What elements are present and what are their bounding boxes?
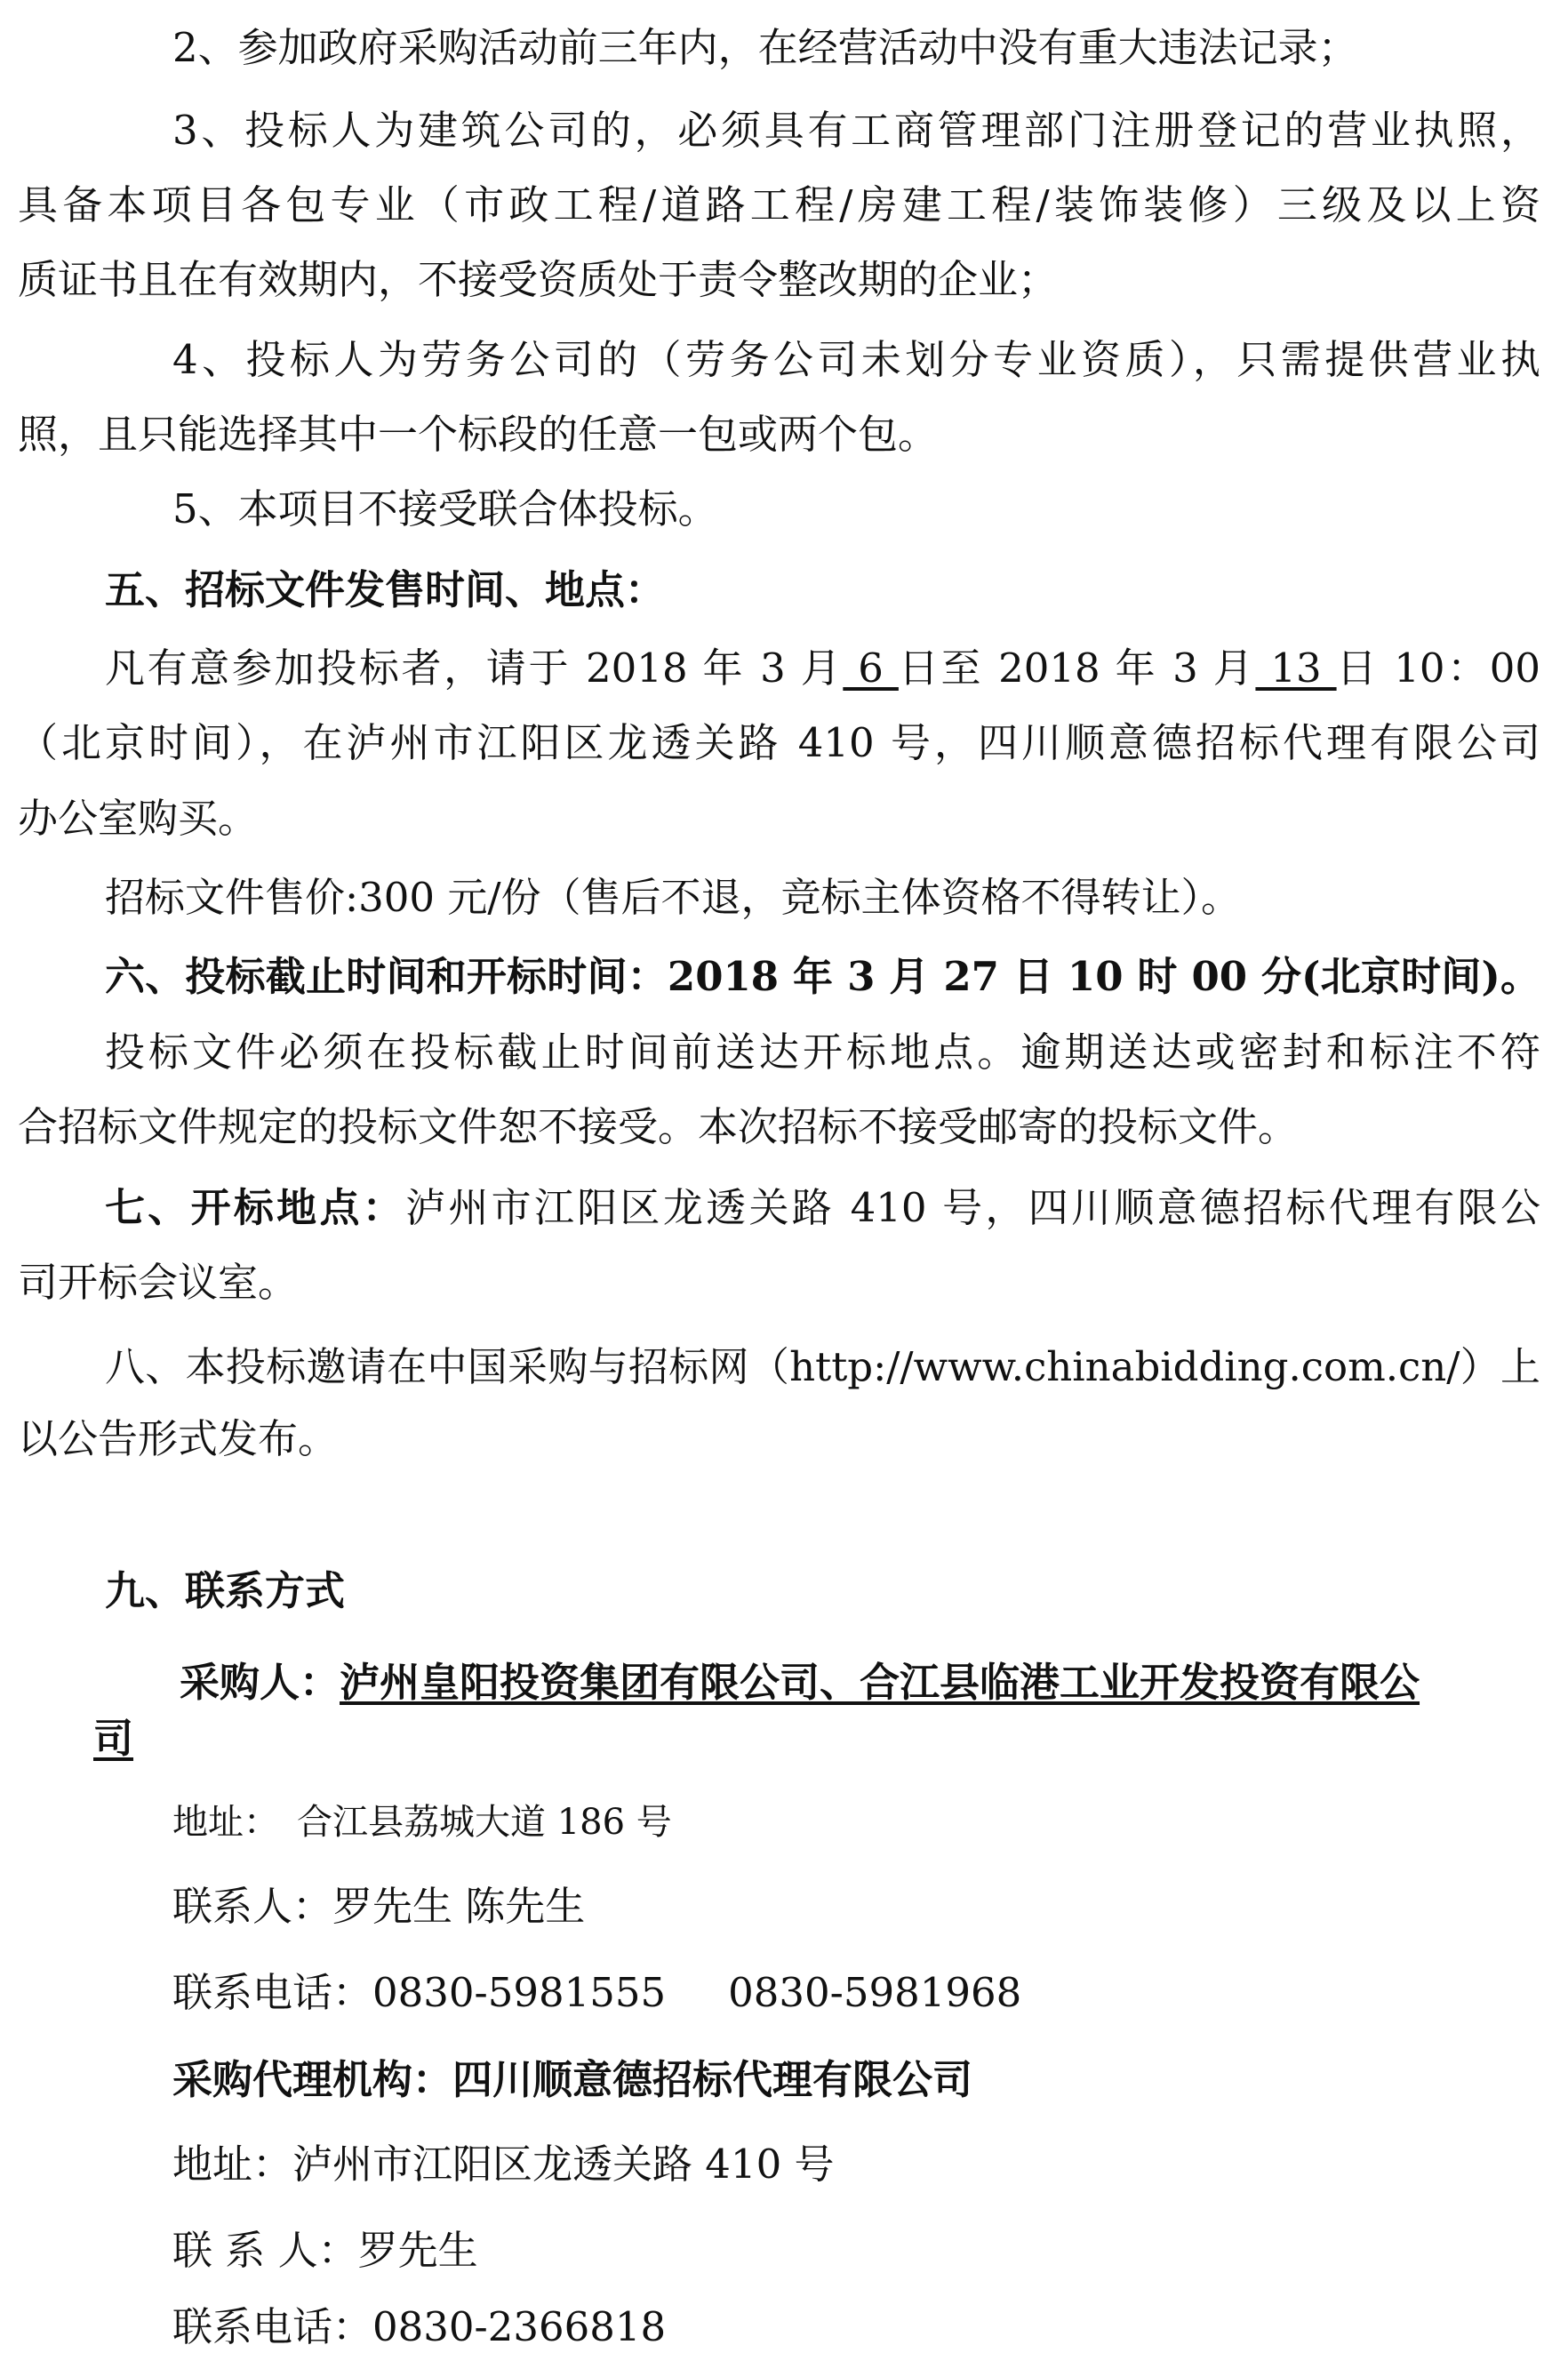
- section-7-opening-location: [105, 1181, 1540, 1235]
- purchaser-name: 泸州皇阳投资集团有限公司、合江县临港工业开发投资有限公: [340, 1659, 1420, 1706]
- section-6-deadline: 六、投标截止时间和开标时间：2018 年 3 月 27 日 10 时 00 分(北京时间)。: [105, 953, 1540, 1000]
- sale-start-day: 6: [843, 644, 899, 692]
- section-8-publication-line2: 以公告形式发布。: [18, 1415, 339, 1462]
- requirement-5: 5、本项目不接受联合体投标。: [172, 485, 718, 532]
- sale-period-text: 日至 2018 年 3 月: [898, 644, 1256, 692]
- purchaser-contact: 联系人：罗先生 陈先生: [172, 1883, 586, 1930]
- section-7-heading: 七、开标地点：: [105, 1184, 406, 1231]
- section-9-heading: 九、联系方式: [105, 1567, 346, 1614]
- opening-location-line2: 司开标会议室。: [18, 1259, 299, 1306]
- requirement-4-line2: 照，且只能选择其中一个标段的任意一包或两个包。: [18, 411, 939, 458]
- sale-end-time: 日 10：00: [1336, 644, 1541, 692]
- document-price: 招标文件售价:300 元/份（售后不退，竞标主体资格不得转让）。: [105, 874, 1242, 921]
- purchaser-address: 地址： 合江县荔城大道 186 号: [172, 1802, 672, 1843]
- agency-address: 地址：泸州市江阳区龙透关路 410 号: [172, 2141, 835, 2188]
- sale-period-text: 凡有意参加投标者，请于 2018 年 3 月: [105, 644, 844, 692]
- agency-phone: 联系电话：0830-2366818: [172, 2303, 667, 2350]
- sale-period-line3: 办公室购买。: [18, 795, 259, 842]
- purchaser-label: 采购人：: [180, 1659, 340, 1706]
- sale-period-line2: （北京时间），在泸州市江阳区龙透关路 410 号，四川顺意德招标代理有限公司: [18, 719, 1540, 766]
- phone-label: 联系电话：: [172, 1969, 373, 2016]
- section-5-heading: 五、招标文件发售时间、地点：: [105, 566, 666, 613]
- sale-period-line1: [105, 642, 1540, 695]
- agency-contact: 联 系 人：罗先生: [172, 2227, 478, 2274]
- submission-note-line1: 投标文件必须在投标截止时间前送达开标地点。逾期送达或密封和标注不符: [105, 1028, 1540, 1076]
- requirement-3-line1: 3、投标人为建筑公司的，必须具有工商管理部门注册登记的营业执照，: [172, 107, 1540, 154]
- purchaser-name-line2: 司: [93, 1715, 134, 1762]
- purchaser-phone: [172, 1966, 1021, 2020]
- agency-name: 采购代理机构：四川顺意德招标代理有限公司: [172, 2056, 973, 2103]
- submission-note-line2: 合招标文件规定的投标文件恕不接受。本次招标不接受邮寄的投标文件。: [18, 1103, 1299, 1150]
- requirement-3-line3: 质证书且在有效期内，不接受资质处于责令整改期的企业；: [18, 256, 1059, 303]
- opening-location: 泸州市江阳区龙透关路 410 号，四川顺意德招标代理有限公: [405, 1184, 1540, 1231]
- phone-number-2: 0830-5981968: [728, 1969, 1022, 2016]
- sale-end-day: 13: [1255, 644, 1337, 692]
- section-8-publication: 八、本投标邀请在中国采购与招标网（http://www.chinabidding.com.cn/）上: [105, 1343, 1540, 1390]
- requirement-2: 2、参加政府采购活动前三年内，在经营活动中没有重大违法记录；: [172, 24, 1358, 71]
- phone-number-1: 0830-5981555: [372, 1969, 667, 2016]
- requirement-4-line1: 4、投标人为劳务公司的（劳务公司未划分专业资质），只需提供营业执: [172, 336, 1540, 383]
- requirement-3-line2: 具备本项目各包专业（市政工程/道路工程/房建工程/装饰装修）三级及以上资: [18, 181, 1540, 228]
- purchaser-line: [180, 1656, 1540, 1709]
